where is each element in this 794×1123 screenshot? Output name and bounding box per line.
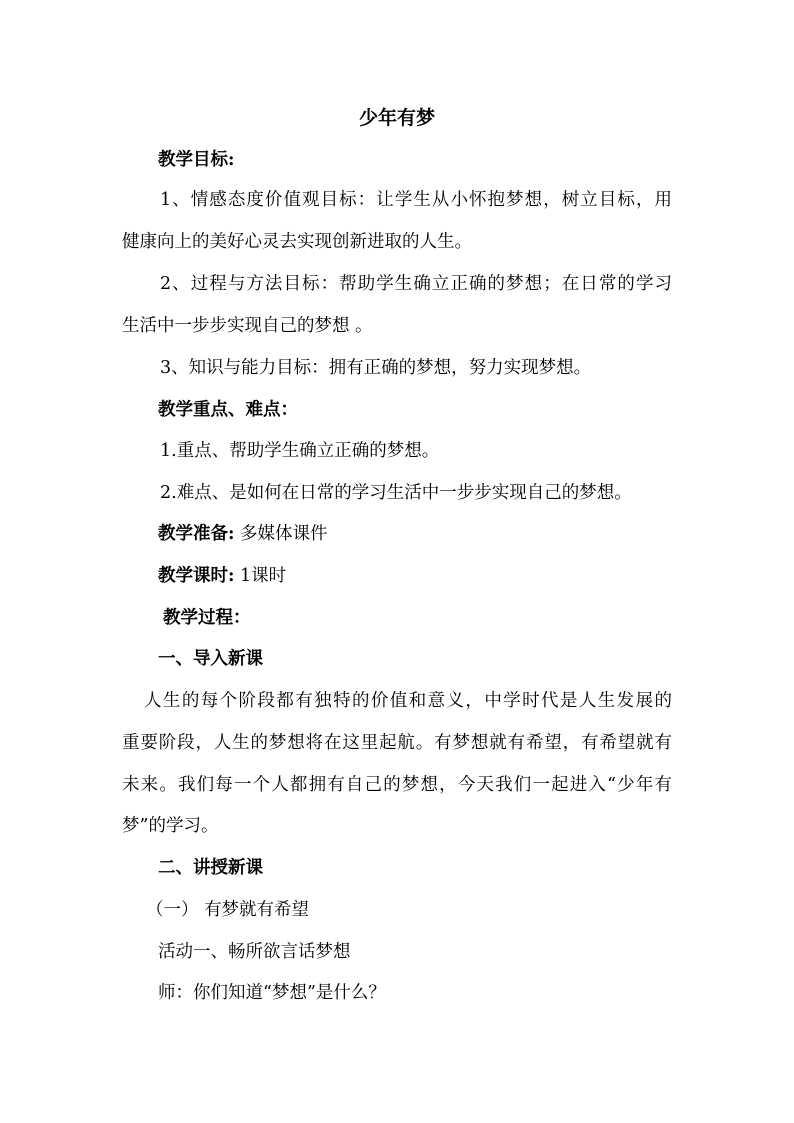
intro-line-3: 未来。我们每一个人都拥有自己的梦想，今天我们一起进入“少年有 bbox=[122, 775, 672, 795]
intro-line-4: 梦”的学习。 bbox=[122, 816, 219, 836]
duration-label: 教学课时: bbox=[158, 566, 235, 586]
objective-3: 3、知识与能力目标：拥有正确的梦想，努力实现梦想。 bbox=[160, 358, 592, 378]
duration-line bbox=[158, 564, 286, 588]
key-point-1: 1.重点、帮助学生确立正确的梦想。 bbox=[160, 441, 440, 461]
preparation-line bbox=[158, 522, 328, 546]
key-points-heading: 教学重点、难点： bbox=[158, 400, 298, 420]
objective-2-line-1: 2、过程与方法目标：帮助学生确立正确的梦想；在日常的学习 bbox=[160, 274, 672, 294]
duration-value: 1课时 bbox=[240, 566, 287, 586]
teacher-question: 师：你们知道“梦想”是什么？ bbox=[158, 983, 386, 1003]
activity-1: 活动一、畅所欲言话梦想 bbox=[158, 942, 351, 962]
preparation-label: 教学准备: bbox=[158, 524, 235, 544]
objectives-heading: 教学目标: bbox=[158, 150, 235, 170]
objective-1-line-2: 健康向上的美好心灵去实现创新进取的人生。 bbox=[122, 232, 472, 252]
objective-2-line-2: 生活中一步步实现自己的梦想 。 bbox=[122, 316, 373, 336]
process-heading: 教学过程： bbox=[163, 608, 251, 628]
objective-1-line-1: 1、情感态度价值观目标：让学生从小怀抱梦想，树立目标，用 bbox=[160, 190, 672, 210]
key-point-2: 2.难点、是如何在日常的学习生活中一步步实现自己的梦想。 bbox=[160, 483, 632, 503]
intro-line-1: 人生的每个阶段都有独特的价值和意义，中学时代是人生发展的 bbox=[144, 691, 672, 711]
document-title: 少年有梦 bbox=[358, 107, 435, 129]
section-1-heading: 一、导入新课 bbox=[158, 649, 263, 669]
preparation-value: 多媒体课件 bbox=[240, 524, 328, 544]
intro-line-2: 重要阶段，人生的梦想将在这里起航。有梦想就有希望，有希望就有 bbox=[122, 733, 672, 753]
subsection-1: （一） 有梦就有希望 bbox=[146, 900, 310, 920]
section-2-heading: 二、讲授新课 bbox=[158, 858, 263, 878]
